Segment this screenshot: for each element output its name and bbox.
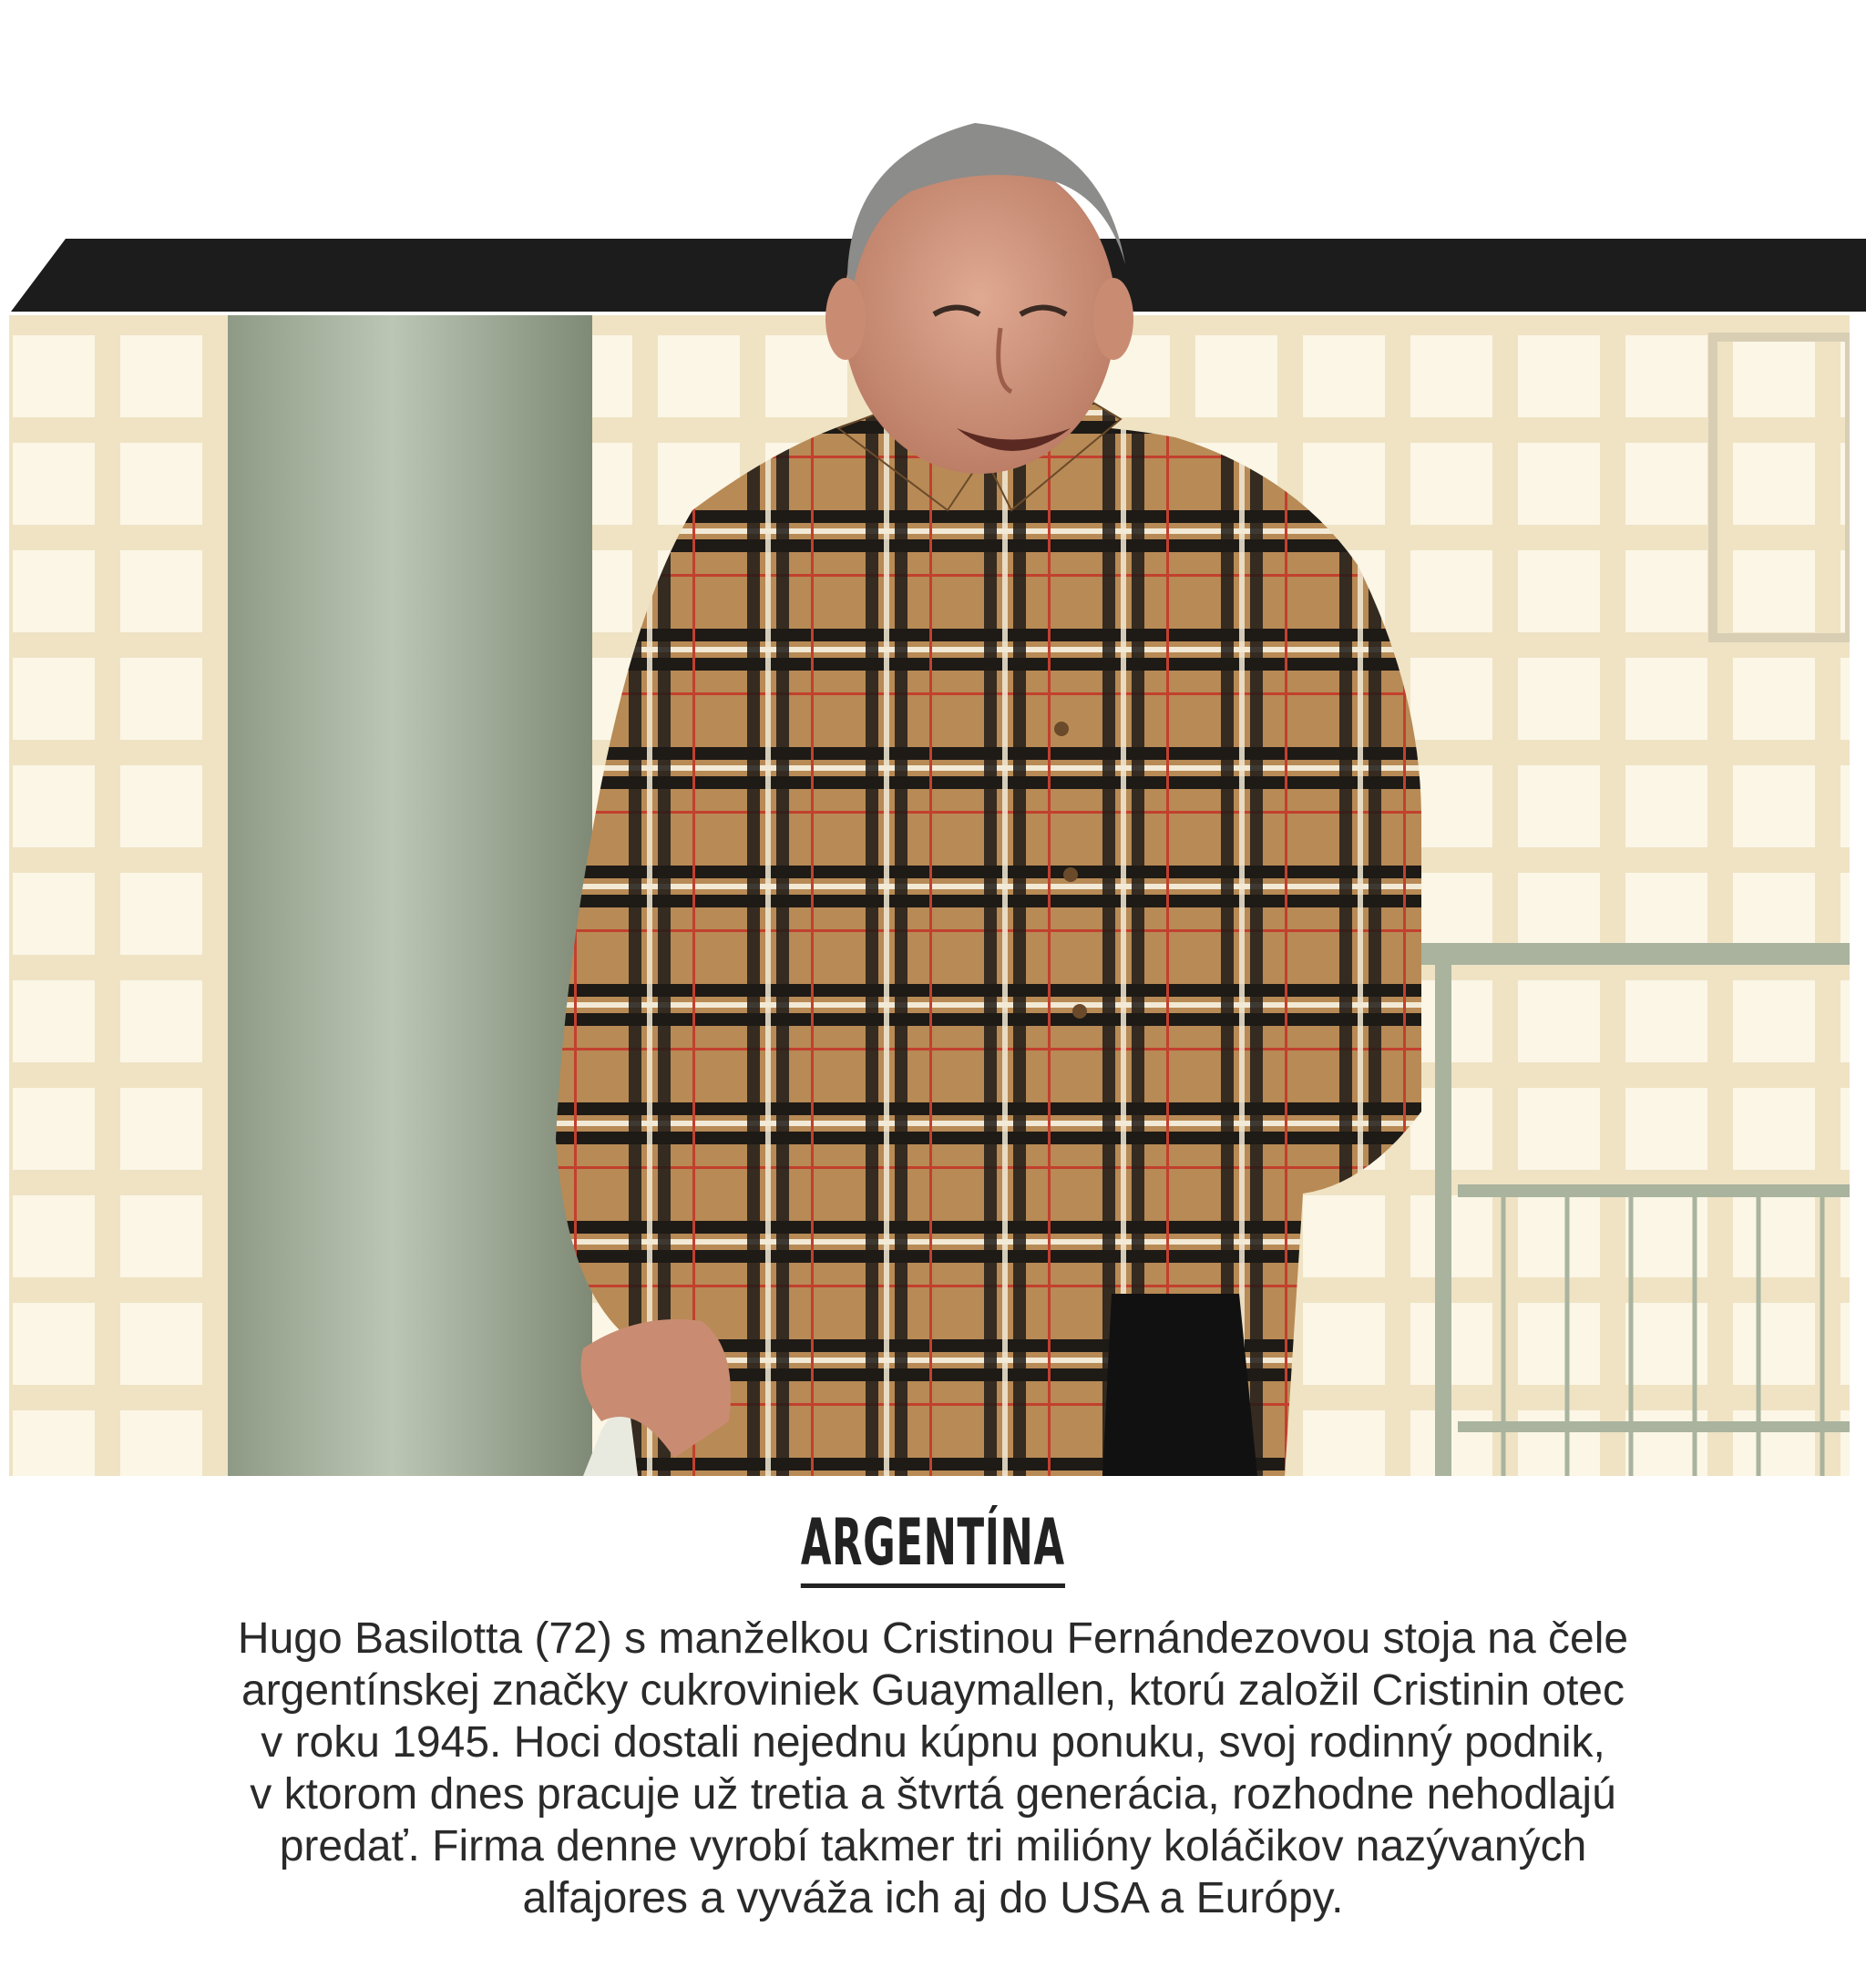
article-caption xyxy=(109,1613,1757,1924)
caption-line: alfajores a vyváža ich aj do USA a Európy. xyxy=(522,1874,1344,1922)
caption-line: v roku 1945. Hoci dostali nejednu kúpnu ponuku, svoj rodinný podnik, xyxy=(261,1718,1605,1767)
caption-line: Hugo Basilotta (72) s manželkou Cristinou Fernándezovou stoja na čele xyxy=(237,1614,1629,1663)
caption-line: v ktorom dnes pracuje už tretia a štvrtá generácia, rozhodne nehodlajú xyxy=(250,1770,1616,1819)
heading-wrap xyxy=(0,1505,1866,1588)
caption-line: argentínskej značky cukroviniek Guaymallen, ktorú založil Cristinin otec xyxy=(241,1666,1625,1715)
article-heading: ARGENTÍNA xyxy=(801,1508,1065,1588)
caption-line: predať. Firma denne vyrobí takmer tri milióny koláčikov nazývaných xyxy=(279,1822,1587,1870)
pillar xyxy=(228,315,592,1476)
